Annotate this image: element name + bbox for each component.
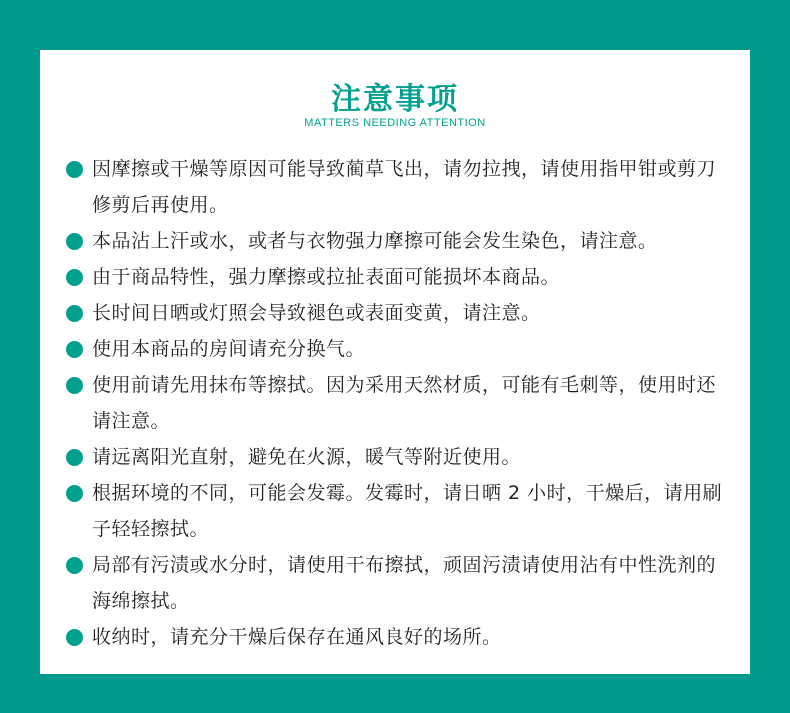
bullet-dot-icon bbox=[66, 449, 83, 466]
note-text: 收纳时，请充分干燥后保存在通风良好的场所。 bbox=[92, 626, 502, 648]
note-item bbox=[66, 259, 726, 295]
bullet-dot-icon bbox=[66, 341, 83, 358]
note-item bbox=[66, 331, 726, 367]
note-item bbox=[66, 439, 726, 475]
note-item bbox=[66, 367, 726, 439]
note-text: 使用本商品的房间请充分换气。 bbox=[92, 338, 366, 360]
note-text: 由于商品特性，强力摩擦或拉扯表面可能损坏本商品。 bbox=[92, 266, 561, 288]
bullet-dot-icon bbox=[66, 485, 83, 502]
bullet-dot-icon bbox=[66, 377, 83, 394]
note-text: 局部有污渍或水分时，请使用干布擦拭，顽固污渍请使用沾有中性洗剂的海绵擦拭。 bbox=[92, 554, 717, 612]
note-text: 长时间日晒或灯照会导致褪色或表面变黄，请注意。 bbox=[92, 302, 541, 324]
page-title: 注意事项 bbox=[331, 82, 459, 117]
bullet-dot-icon bbox=[66, 629, 83, 646]
note-item bbox=[66, 151, 726, 223]
bullet-dot-icon bbox=[66, 269, 83, 286]
notes-list bbox=[66, 151, 726, 655]
note-text: 根据环境的不同，可能会发霉。发霉时，请日晒 2 小时，干燥后，请用刷子轻轻擦拭。 bbox=[92, 482, 723, 540]
note-item bbox=[66, 223, 726, 259]
note-text: 请远离阳光直射，避免在火源，暖气等附近使用。 bbox=[92, 446, 522, 468]
note-text: 因摩擦或干燥等原因可能导致蔺草飞出，请勿拉拽，请使用指甲钳或剪刀修剪后再使用。 bbox=[92, 158, 717, 216]
bullet-dot-icon bbox=[66, 557, 83, 574]
bullet-dot-icon bbox=[66, 233, 83, 250]
note-text: 使用前请先用抹布等擦拭。因为采用天然材质，可能有毛刺等，使用时还请注意。 bbox=[92, 374, 717, 432]
note-item bbox=[66, 295, 726, 331]
notice-card bbox=[40, 50, 750, 674]
note-text: 本品沾上汗或水，或者与衣物强力摩擦可能会发生染色，请注意。 bbox=[92, 230, 658, 252]
bullet-dot-icon bbox=[66, 305, 83, 322]
note-item bbox=[66, 619, 726, 655]
note-item bbox=[66, 475, 726, 547]
page-subtitle: MATTERS NEEDING ATTENTION bbox=[304, 117, 486, 129]
note-item bbox=[66, 547, 726, 619]
bullet-dot-icon bbox=[66, 161, 83, 178]
